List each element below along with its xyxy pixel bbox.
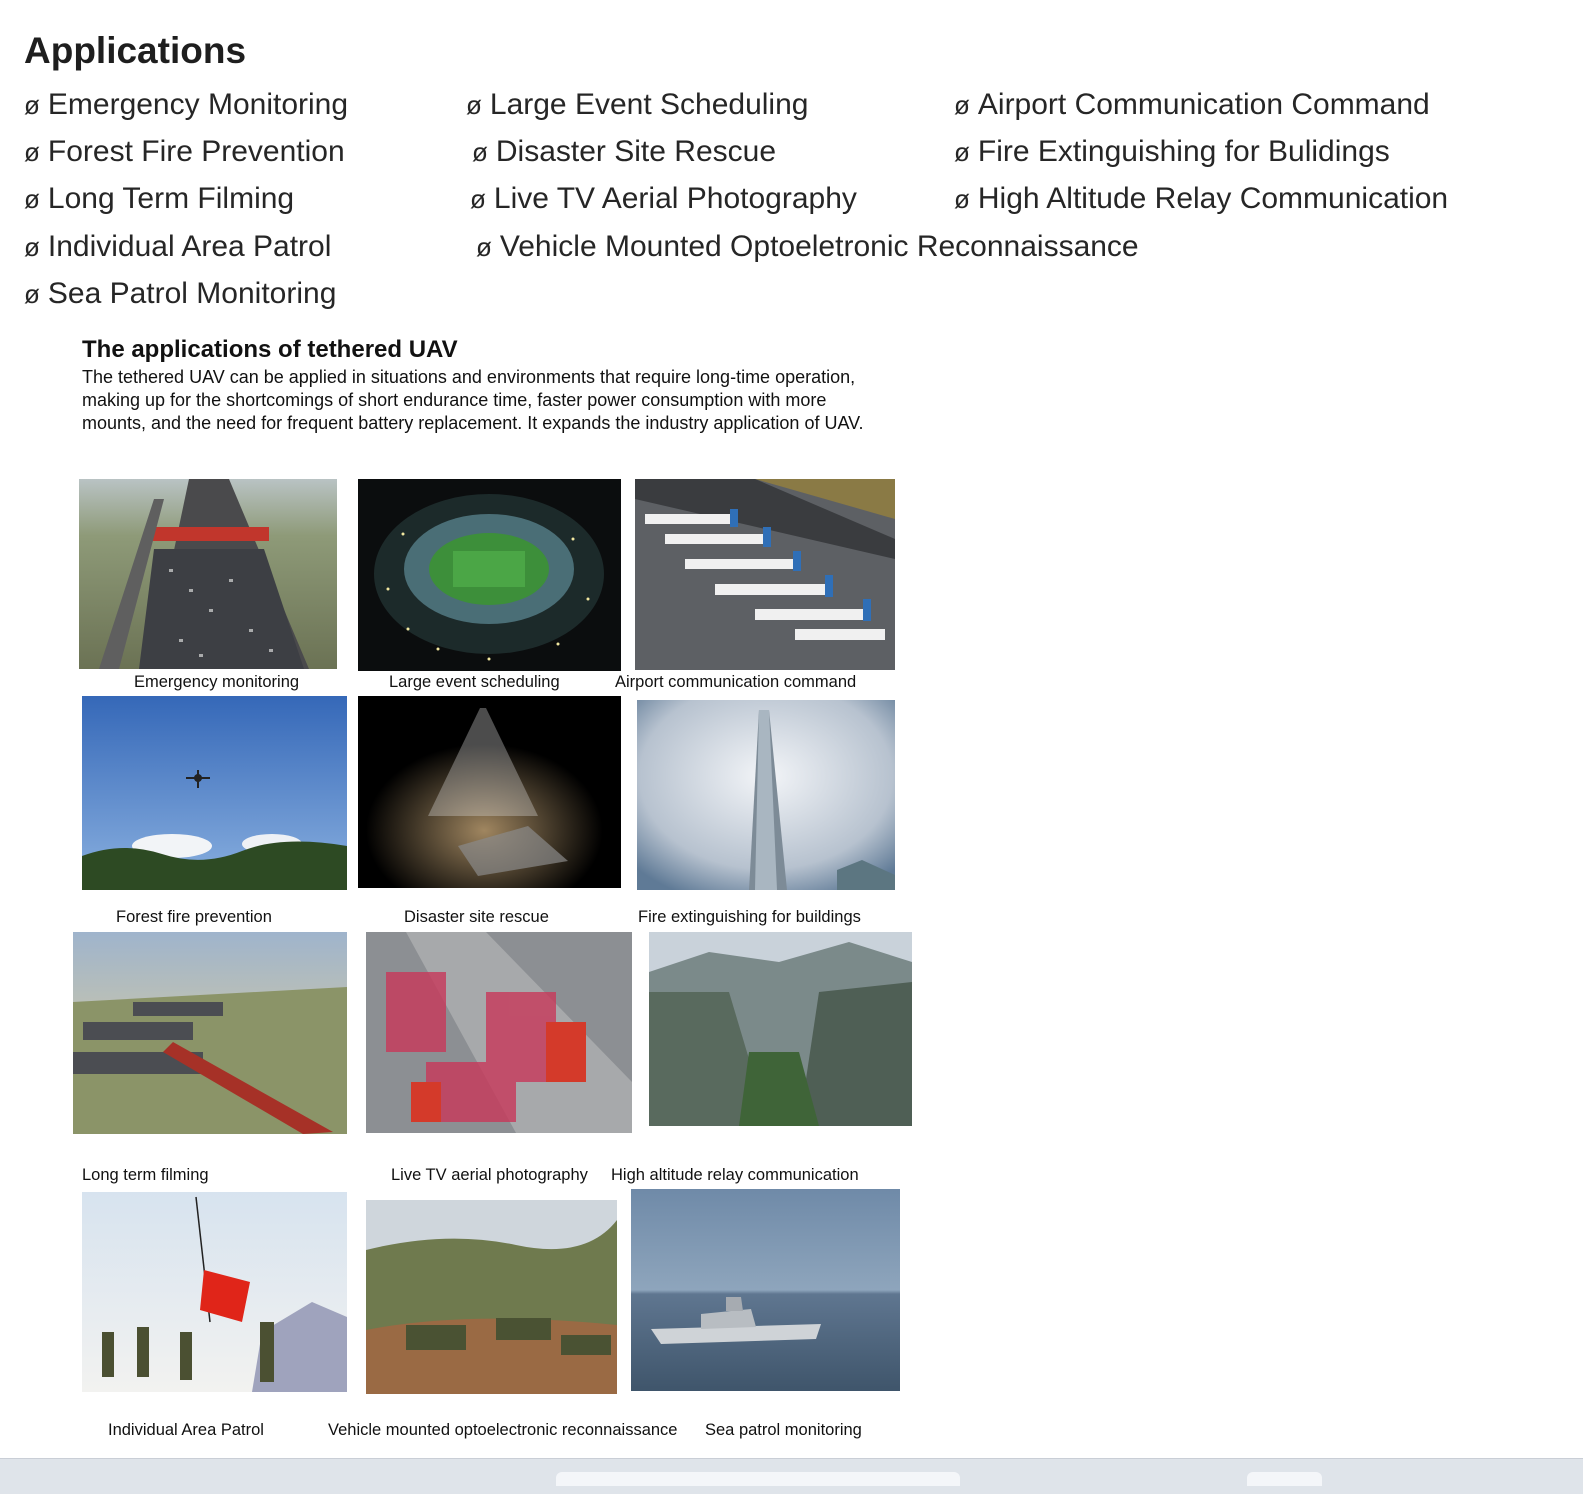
application-label: Emergency Monitoring [47,88,349,121]
application-item [466,88,808,122]
disaster-site-rescue-photo [358,696,621,888]
stadium-photo [358,479,621,671]
caption: Individual Area Patrol [108,1421,264,1439]
caption: Airport communication command [615,673,857,691]
application-label: High Altitude Relay Communication [977,182,1449,215]
caption: Sea patrol monitoring [705,1421,862,1439]
bullet-icon: ø [466,90,482,120]
bullet-icon: ø [470,184,486,214]
vehicle-reconnaissance-photo [366,1200,617,1394]
caption: Long term filming [82,1166,209,1184]
application-label: Long Term Filming [47,182,295,215]
figure-description: The tethered UAV can be applied in situations and environments that require long-time operation, making up for the shortcomings of short endurance time, faster power consumption with more mounts, and the need for frequent battery replacement. It expands the industry application of UAV. [82,367,864,433]
application-label: Disaster Site Rescue [495,135,776,168]
application-label: Vehicle Mounted Optoeletronic Reconnaissance [499,230,1139,263]
bullet-icon: ø [472,137,488,167]
individual-area-patrol-photo [82,1192,347,1392]
caption: Forest fire prevention [116,908,272,926]
caption: Live TV aerial photography [391,1166,588,1184]
application-item [954,88,1430,122]
live-tv-photography-photo [366,932,632,1133]
bullet-icon: ø [954,184,970,214]
application-item [24,277,336,311]
application-label: Live TV Aerial Photography [493,182,857,215]
high-altitude-relay-photo [649,932,912,1126]
caption: Emergency monitoring [134,673,300,691]
bottom-toolbar-button[interactable] [1247,1472,1322,1486]
forest-fire-prevention-photo [82,696,347,890]
application-item [24,182,294,216]
bullet-icon: ø [954,90,970,120]
application-item [470,182,857,216]
application-label: Airport Communication Command [977,88,1430,121]
sea-patrol-photo [631,1189,900,1391]
bullet-icon: ø [24,137,40,167]
application-label: Individual Area Patrol [47,230,332,263]
caption: Large event scheduling [389,673,560,691]
application-item [954,182,1448,216]
page-title: Applications [24,30,247,71]
long-term-filming-photo [73,932,347,1134]
bullet-icon: ø [476,232,492,262]
building-fire-extinguishing-photo [637,700,895,890]
bullet-icon: ø [954,137,970,167]
application-item [472,135,776,169]
airport-photo [635,479,895,670]
application-item [24,135,345,169]
application-item [24,230,331,264]
bullet-icon: ø [24,279,40,309]
bullet-icon: ø [24,90,40,120]
caption: Fire extinguishing for buildings [638,908,861,926]
application-item [24,88,348,122]
bullet-icon: ø [24,184,40,214]
figure-title: The applications of tethered UAV [82,336,458,363]
application-label: Forest Fire Prevention [47,135,345,168]
bullet-icon: ø [24,232,40,262]
application-label: Fire Extinguishing for Bulidings [977,135,1390,168]
application-item [954,135,1390,169]
application-label: Sea Patrol Monitoring [47,277,337,310]
emergency-monitoring-photo [79,479,337,669]
bottom-toolbar-tab[interactable] [556,1472,960,1486]
application-label: Large Event Scheduling [489,88,809,121]
caption: Vehicle mounted optoelectronic reconnaissance [328,1421,678,1439]
caption: High altitude relay communication [611,1166,859,1184]
application-item [476,230,1139,264]
caption: Disaster site rescue [404,908,549,926]
